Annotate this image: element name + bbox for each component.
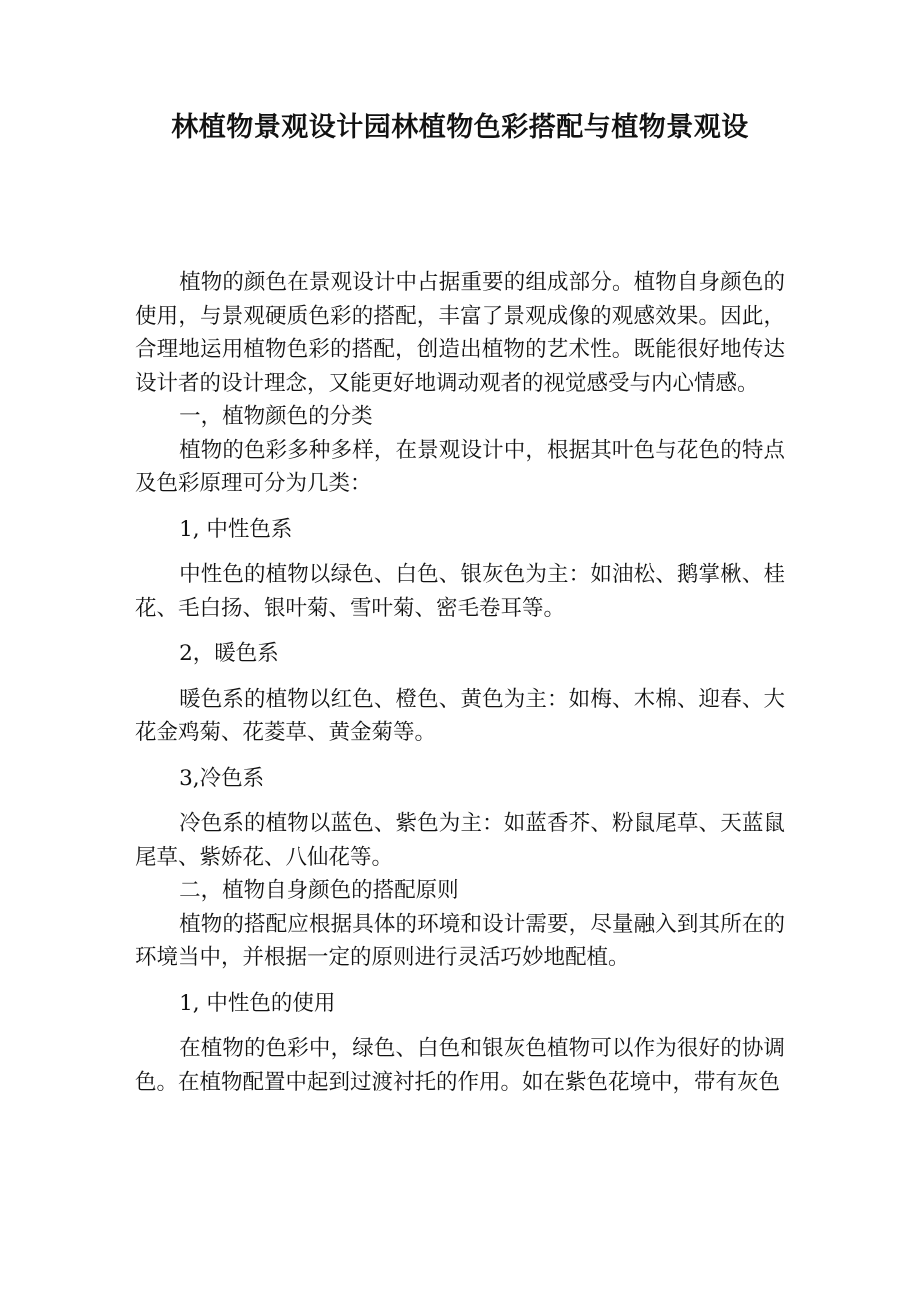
document-body xyxy=(135,266,785,1099)
subheading-cool: 3,冷色系 xyxy=(179,765,265,791)
subheading-warm: 2，暖色系 xyxy=(179,641,279,666)
subheading-neutral-use: 1, 中性色的使用 xyxy=(179,990,336,1016)
paragraph-neutral-use: 在植物的色彩中，绿色、白色和银灰色植物可以作为很好的协调色。在植物配置中起到过渡衬托的作用。如在紫色花境中，带有灰色 xyxy=(135,1036,785,1095)
paragraph-neutral: 中性色的植物以绿色、白色、银灰色为主：如油松、鹅掌楸、桂花、毛白扬、银叶菊、雪叶菊、密毛卷耳等。 xyxy=(135,562,785,621)
section-heading-2: 二，植物自身颜色的搭配原则 xyxy=(179,878,459,903)
paragraph-classification: 植物的色彩多种多样，在景观设计中，根据其叶色与花色的特点及色彩原理可分为几类： xyxy=(135,437,785,496)
subheading-neutral: 1, 中性色系 xyxy=(179,516,293,542)
paragraph-warm: 暖色系的植物以红色、橙色、黄色为主：如梅、木棉、迎春、大花金鸡菊、花菱草、黄金菊等。 xyxy=(135,686,785,745)
section-heading-1: 一，植物颜色的分类 xyxy=(179,404,373,429)
paragraph-intro: 植物的颜色在景观设计中占据重要的组成部分。植物自身颜色的使用，与景观硬质色彩的搭配，丰富了景观成像的观感效果。因此，合理地运用植物色彩的搭配，创造出植物的艺术性。既能很好地传达设计者的设计理念，又能更好地调动观者的视觉感受与内心情感。 xyxy=(135,270,785,396)
document-title: 林植物景观设计园林植物色彩搭配与植物景观设 xyxy=(171,112,749,143)
paragraph-cool: 冷色系的植物以蓝色、紫色为主：如蓝香芥、粉鼠尾草、天蓝鼠尾草、紫娇花、八仙花等。 xyxy=(135,811,785,870)
paragraph-principles: 植物的搭配应根据具体的环境和设计需要，尽量融入到其所在的环境当中，并根据一定的原则进行灵活巧妙地配植。 xyxy=(135,911,785,970)
